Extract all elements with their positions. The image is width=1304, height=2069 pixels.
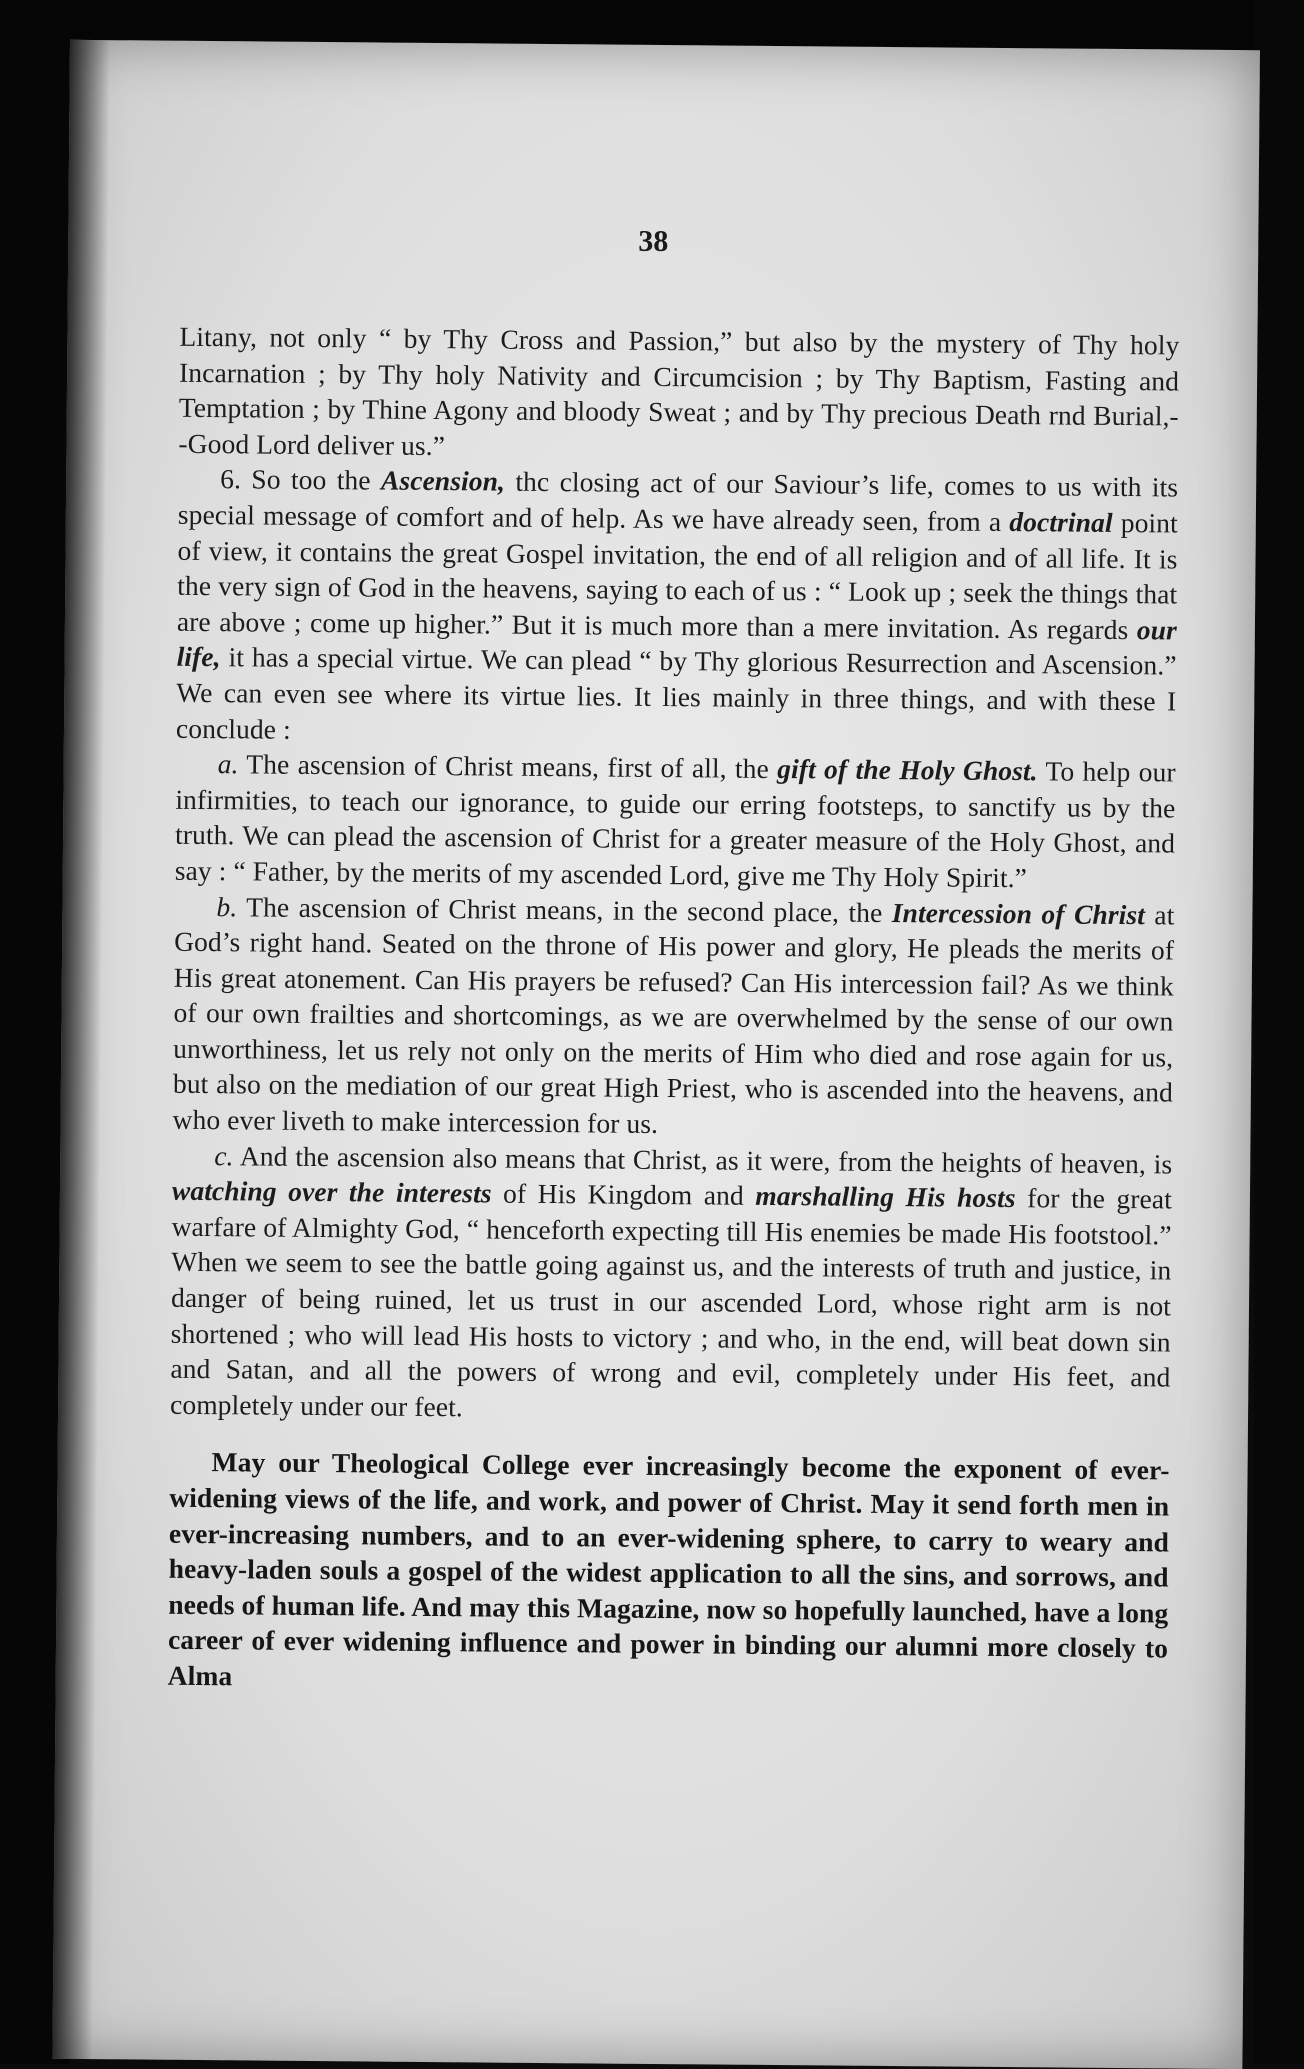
text-run: it has a special virtue. We can plead “ by Thy glorious Resurrection and Ascension.” We can even see where its virtue lies. It lies mainly in three things, and with these I conclude :	[175, 641, 1177, 745]
scanned-page	[52, 40, 1260, 2069]
closing-paragraph	[168, 1444, 1170, 1702]
text-run: for the great warfare of Almighty God, “ henceforth expecting till His enemies be made His footstool.” When we seem to see the battle going against us, and the interests of truth and justice, in danger of being ruined, let us trust in our ascended Lord, whose right arm is not shortened ; who will lead His hosts to victory ; and who, in the end, will beat down sin and Satan, and all the powers of wrong and evil, completely under His feet, and completely under our feet.	[169, 1182, 1173, 1423]
page-body	[168, 319, 1180, 1702]
emphasis-text: gift of the Holy Ghost.	[777, 753, 1038, 787]
emphasis-text: doctrinal	[1009, 505, 1113, 538]
text-run: point of view, it contains the great Gospel invitation, the end of all religion and of all life. It is the very sign of God in the heavens, saying to each of us : “ Look up ; seek the things that are above ; come up higher.” But it is much more than a mere invitation. As regards	[176, 506, 1178, 645]
text-run: thc closing act of our Saviour’s life, comes to us with its special message of comfort and of help. As we have already seen, from a	[177, 465, 1179, 537]
emphasis-text: Ascension,	[380, 464, 506, 497]
paragraph	[176, 461, 1178, 754]
paragraph	[178, 319, 1179, 470]
text-run: To help our infirmities, to teach our ignorance, to guide our erring footsteps, to sanctify us by the truth. We can plead the ascension of Christ for a greater measure of the Holy Ghost, and say : “ Father, by the merits of my ascended Lord, give me Thy Holy Spirit.”	[174, 755, 1176, 894]
emphasis-text: our life,	[176, 613, 1178, 673]
text-run: of His Kingdom and	[491, 1177, 756, 1212]
paragraph	[172, 888, 1174, 1146]
text-run: May our Theological College ever increasingly become the exponent of ever-widening views of the life, and work, and power of Christ. May it send forth men in ever-increasing numbers, and to an ever-widening sphere, to carry to weary and heavy-laden souls a gospel of the widest application to all the sins, and sorrows, and needs of human life. And may this Magazine, now so hopefully launched, have a long career of ever widening influence and power in binding our alumni more closely to Alma	[167, 1446, 1170, 1692]
film-border-right	[1254, 0, 1304, 2064]
section-letter: c.	[214, 1139, 234, 1171]
section-letter: a.	[217, 748, 239, 780]
text-run: at God’s right hand. Seated on the throne of His power and glory, He pleads the merits of His great atonement. Can His prayers be refused? Can His intercession fail? As we think of our own frailties and shortcomings, as we are overwhelmed by the sense of our own unworthiness, let us rely not only on the merits of Him who died and rose again for us, but also on the mediation of our great High Priest, who is ascended into the heavens, and who ever liveth to make intercession for us.	[172, 898, 1175, 1140]
emphasis-text: watching over the interests	[171, 1174, 492, 1209]
paragraph	[175, 746, 1176, 897]
emphasis-text: marshalling His hosts	[755, 1180, 1016, 1214]
text-run: The ascension of Christ means, first of all, the	[238, 748, 778, 785]
text-run: And the ascension also means that Christ, as it were, from the heights of heaven, is	[233, 1139, 1173, 1180]
text-run: The ascension of Christ means, in the second place, the	[237, 890, 892, 928]
text-run: 6. So too the	[220, 463, 382, 496]
text-run: Litany, not only “ by Thy Cross and Passion,” but also by the mystery of Thy holy Incarnation ; by Thy holy Nativity and Circumcision ; by Thy Baptism, Fasting and Temptation ; by Thine Agony and bloody Sweat ; and by Thy precious Death rnd Burial,--Good Lord deliver us.”	[178, 320, 1180, 461]
section-letter: b.	[216, 890, 238, 922]
paragraph	[170, 1137, 1172, 1430]
page-number: 38	[638, 224, 669, 259]
emphasis-text: Intercession of Christ	[891, 896, 1146, 930]
